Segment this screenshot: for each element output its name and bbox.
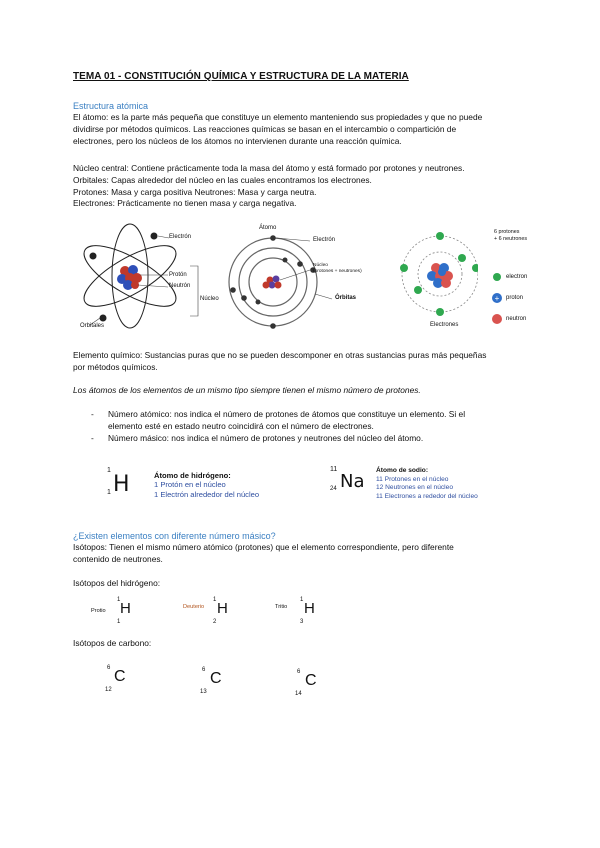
elemento-italic-note: Los átomos de los elementos de un mismo tipo siempre tienen el mismo número de protones. (73, 385, 421, 395)
protones-definition: Protones: Masa y carga positiva Neutrones: Masa y carga neutra. (73, 186, 317, 197)
isotope-name-protio: Protio (91, 608, 106, 614)
hydrogen-isotopes-title: Isótopos del hidrógeno: (73, 578, 161, 588)
numero-atomico-line-2: elemento esté en estado neutro coincidirá con el número de electrones. (108, 420, 374, 431)
label-neutrones: + 6 neutrones (494, 236, 528, 242)
na-line-1: 11 Protones en el núcleo (376, 475, 449, 483)
carbon-isotopes-title: Isótopos de carbono: (73, 638, 152, 648)
c14-symbol: C (305, 672, 317, 689)
label-orbitas: Órbitas (335, 295, 357, 301)
na-line-3: 11 Electrones a rededor del núcleo (376, 492, 478, 500)
label-electron-2: Electrón (313, 237, 336, 243)
atom-parts (73, 163, 527, 210)
section-heading-structure: Estructura atómica (73, 101, 149, 111)
elemento-definition (73, 350, 527, 374)
isotope-top-deuterio: 1 (213, 597, 217, 603)
h-atomic-number: 1 (107, 467, 111, 474)
na-atomic-number: 11 (330, 466, 338, 473)
label-electron: Electrón (169, 234, 192, 240)
nucleo-definition: Núcleo central: Contiene prácticamente toda la masa del átomo y está formado por protones y neutrones. (73, 163, 465, 173)
isotope-symbol-deuterio: H (217, 600, 228, 617)
isotope-top-protio: 1 (117, 597, 121, 603)
label-nucleo-2 (313, 263, 362, 275)
h-symbol: H (113, 472, 130, 497)
isotope-bottom-deuterio: 2 (213, 619, 217, 625)
label-atomo: Átomo (259, 225, 277, 231)
elemento-line-2: por métodos químicos. (73, 361, 158, 372)
isotope-top-tritio: 1 (300, 597, 304, 603)
label-nucleo: Núcleo (200, 296, 219, 302)
h-heading: Átomo de hidrógeno: (154, 471, 231, 480)
bullet-numero-atomico (108, 409, 526, 433)
label-electron-3: electron (506, 274, 528, 280)
c14-top: 6 (297, 669, 301, 675)
label-electrones-3: Electrones (430, 322, 459, 328)
c13-symbol: C (210, 670, 222, 687)
label-proton-3: proton (506, 295, 524, 301)
label-orbitales: Orbitales (80, 323, 105, 329)
electron-legend-icon (493, 273, 501, 281)
atom-diagram-carbon (398, 222, 478, 330)
bullet-dash-1: - (91, 409, 94, 419)
atom-line-3: electrones, pero los núcleos de los átomos no intervienen durante una reacción química. (73, 135, 402, 146)
carbon-legend-icons (490, 270, 504, 326)
c12-symbol: C (114, 668, 126, 685)
nucleo-line-2: (protones + neutrones) (313, 269, 362, 274)
isotope-bottom-protio: 1 (117, 619, 121, 625)
label-proton: Protón (169, 272, 187, 278)
isotope-symbol-protio: H (120, 600, 131, 617)
label-protones: 6 protones (494, 229, 520, 235)
isotopos-line-1: Isótopos: Tienen el mismo número atómico (protones) que el elemento correspondiente, pero diferente (73, 542, 454, 552)
na-mass-number: 24 (330, 486, 337, 492)
atom-diagram-bohr (228, 222, 388, 334)
isotopos-line-2: contenido de neutrones. (73, 553, 163, 564)
atom-diagram-classic (70, 218, 230, 333)
h-description (154, 471, 259, 499)
na-line-2: 12 Neutrones en el núcleo (376, 484, 453, 492)
carbon-nucleus (427, 263, 453, 288)
numero-atomico-line-1: Número atómico: nos indica el número de protones de átomos que constituye un elemento. Si el (108, 409, 466, 419)
c14-bottom: 14 (295, 691, 302, 697)
c12-top: 6 (107, 665, 111, 671)
na-symbol: Na (340, 471, 365, 492)
isotope-bottom-tritio: 3 (300, 619, 304, 625)
atom-line-1: El átomo: es la parte más pequeña que constituye un elemento manteniendo sus propiedades y que no puede (73, 112, 483, 122)
nucleus-cluster (117, 265, 142, 290)
section-heading-isotopes: ¿Existen elementos con diferente número másico? (73, 531, 276, 541)
h-line-2: 1 Electrón alrededor del núcleo (154, 489, 260, 499)
c13-top: 6 (202, 667, 206, 673)
bullet-numero-masico: Número másico: nos indica el número de protones y neutrones del núcleo del átomo. (108, 433, 424, 443)
nucleo-line-1: Núcleo (313, 263, 328, 268)
isotope-name-deuterio: Deuterio (183, 604, 205, 610)
na-heading: Átomo de sodio: (376, 467, 429, 474)
isotope-name-tritio: Tritio (275, 604, 288, 610)
label-neutron: Neutrón (169, 283, 191, 289)
label-neutron-3: neutron (506, 316, 527, 322)
carbon-particles-label (494, 229, 527, 243)
na-description (376, 467, 478, 501)
isotope-symbol-tritio: H (304, 600, 315, 617)
c12-bottom: 12 (105, 687, 112, 693)
orbitales-definition: Orbitales: Capas alrededor del núcleo en las cuales encontramos los electrones. (73, 174, 372, 185)
atom-line-2: dividirse por métodos químicos. Las reacciones químicas se basan en el intercambio o compartición de (73, 123, 457, 134)
atom-definition (73, 112, 527, 147)
h-mass-number: 1 (107, 489, 111, 496)
neutron-legend-icon (492, 314, 502, 324)
page-title: TEMA 01 - CONSTITUCIÓN QUÍMICA Y ESTRUCTURA DE LA MATERIA (73, 71, 409, 82)
h-line-1: 1 Protón en el núcleo (154, 480, 226, 490)
electrones-definition: Electrones: Prácticamente no tienen masa y carga negativa. (73, 198, 297, 209)
bohr-nucleus (263, 276, 282, 289)
elemento-line-1: Elemento químico: Sustancias puras que no se pueden descomponer en otras sustancias puras más pequeñas (73, 350, 487, 360)
isotopos-definition (73, 542, 527, 566)
svg-text:+: + (494, 294, 500, 303)
c13-bottom: 13 (200, 689, 207, 695)
bullet-dash-2: - (91, 433, 94, 443)
